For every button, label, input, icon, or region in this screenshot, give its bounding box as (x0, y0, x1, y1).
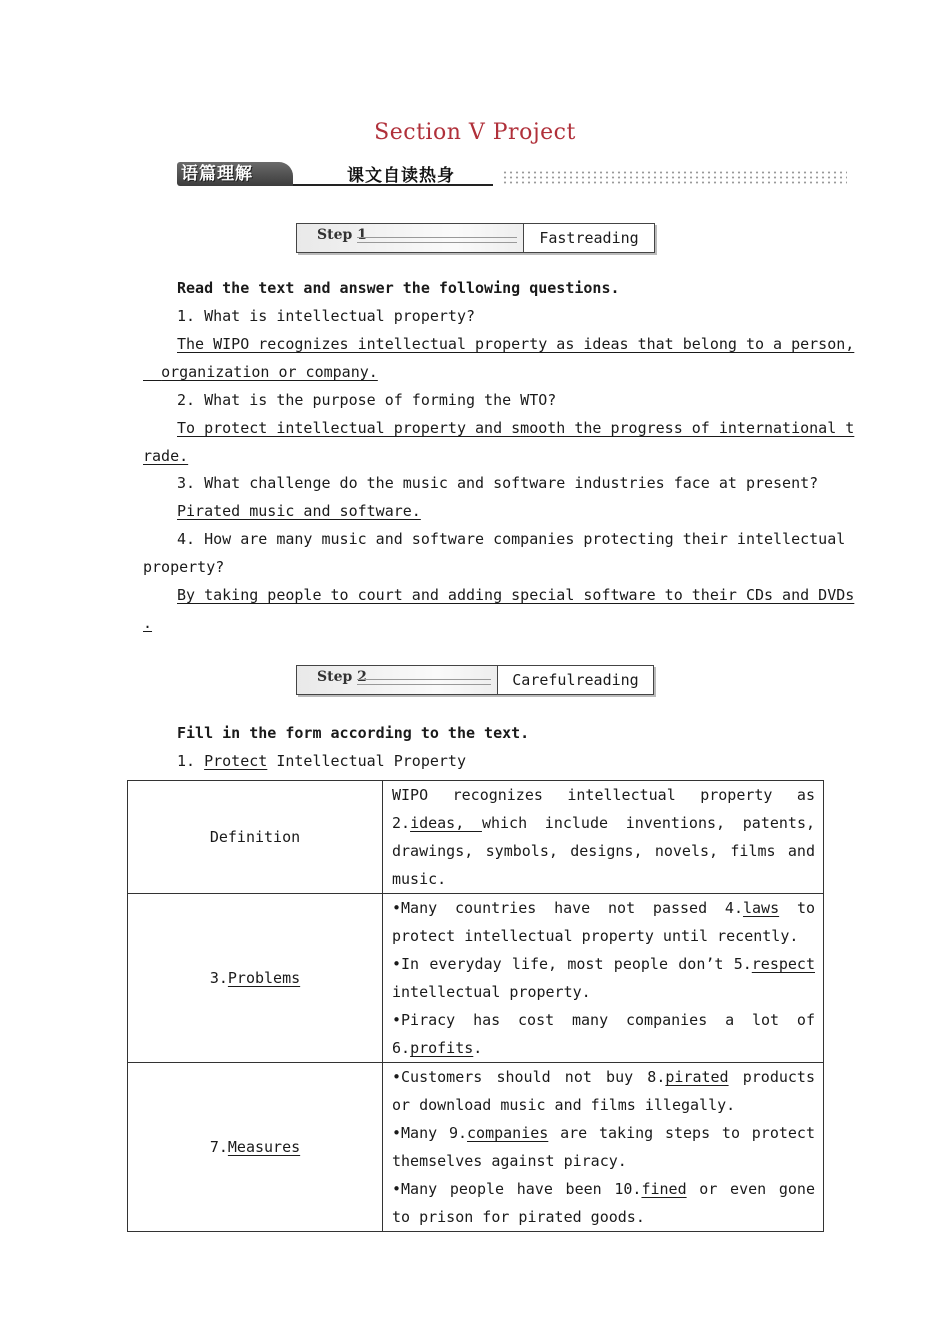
list-item: •Piracy has cost many companies a lot of 6.profits. (392, 1011, 815, 1057)
answer-3-text: Pirated music and software. (177, 502, 421, 520)
question-4-line-2: property? (143, 558, 225, 576)
form-heading: 1. Protect Intellectual Property (177, 752, 466, 770)
list-item: •Many countries have not passed 4.laws to protect intellectual property until recently. (392, 899, 816, 945)
instruction-1: Read the text and answer the following questions. (177, 279, 620, 297)
list-item: •Many 9.companies are taking steps to protect themselves against piracy. (392, 1124, 815, 1170)
step2-stripe (357, 679, 491, 685)
blank-6: profits (410, 1039, 474, 1057)
row-head-measures: 7.Measures (128, 1063, 383, 1232)
blank-9: companies (467, 1124, 549, 1142)
blank-4: laws (743, 899, 780, 917)
step1-tag (297, 224, 524, 252)
blank-7: Measures (227, 1138, 301, 1156)
step1-stripe (357, 237, 517, 243)
step1-box (296, 223, 655, 253)
answer-1-line-1 (177, 335, 854, 353)
blank-5: respect (751, 955, 815, 973)
step1-label: Step 1 (317, 227, 367, 243)
answer-2-text-cont: rade. (143, 447, 189, 465)
answer-4-line-2 (143, 614, 152, 632)
answer-4-line-1 (177, 586, 854, 604)
answer-3 (177, 502, 421, 520)
banner-subtitle: 课文自读热身 (347, 166, 455, 186)
row-body-definition: WIPO recognizes intellectual property as 2.ideas, which include inventions, patents, drawings, symbols, designs, novels, films and music. (383, 781, 824, 894)
question-2: 2. What is the purpose of forming the WTO? (177, 391, 557, 409)
banner-badge: 语篇理解 (177, 162, 293, 186)
banner-dots (502, 170, 847, 184)
answer-2-line-1 (177, 419, 854, 437)
summary-table (127, 780, 824, 1232)
answer-1-text-cont: organization or company. (161, 363, 378, 381)
answer-2-text: To protect intellectual property and smooth the progress of international t (177, 419, 855, 437)
blank-8: pirated (665, 1068, 729, 1086)
page-title: Section Ⅴ Project (374, 120, 576, 145)
answer-1-text: The WIPO recognizes intellectual property as ideas that belong to a person, (177, 335, 855, 353)
blank-2: ideas, (410, 814, 482, 832)
section-banner (177, 160, 849, 190)
step2-box (296, 665, 654, 695)
blank-3: Problems (227, 969, 301, 987)
list-item: •In everyday life, most people don’t 5.respect intellectual property. (392, 955, 815, 1001)
step2-name: Carefulreading (512, 671, 639, 689)
row-head-definition: Definition (128, 781, 383, 894)
table-row-definition (128, 781, 824, 894)
question-3: 3. What challenge do the music and software industries face at present? (177, 474, 819, 492)
step2-label: Step 2 (317, 669, 367, 685)
step2-tag (297, 666, 498, 694)
blank-10: fined (641, 1180, 687, 1198)
row-head-problems: 3.Problems (128, 894, 383, 1063)
answer-4-text: By taking people to court and adding special software to their CDs and DVDs (177, 586, 855, 604)
answer-1-line-2 (143, 363, 378, 381)
table-row-measures (128, 1063, 824, 1232)
step1-name: Fastreading (539, 229, 639, 247)
question-1: 1. What is intellectual property? (177, 307, 476, 325)
answer-4-text-cont: . (143, 614, 153, 632)
row-body-problems (383, 894, 824, 1063)
list-item: •Many people have been 10.fined or even gone to prison for pirated goods. (392, 1180, 815, 1226)
form-heading-blank: Protect (204, 752, 268, 770)
list-item: •Customers should not buy 8.pirated products or download music and films illegally. (392, 1068, 815, 1114)
row-body-measures (383, 1063, 824, 1232)
table-row-problems (128, 894, 824, 1063)
question-4-line-1: 4. How are many music and software companies protecting their intellectual (177, 530, 846, 548)
answer-2-line-2 (143, 447, 188, 465)
instruction-2: Fill in the form according to the text. (177, 724, 530, 742)
